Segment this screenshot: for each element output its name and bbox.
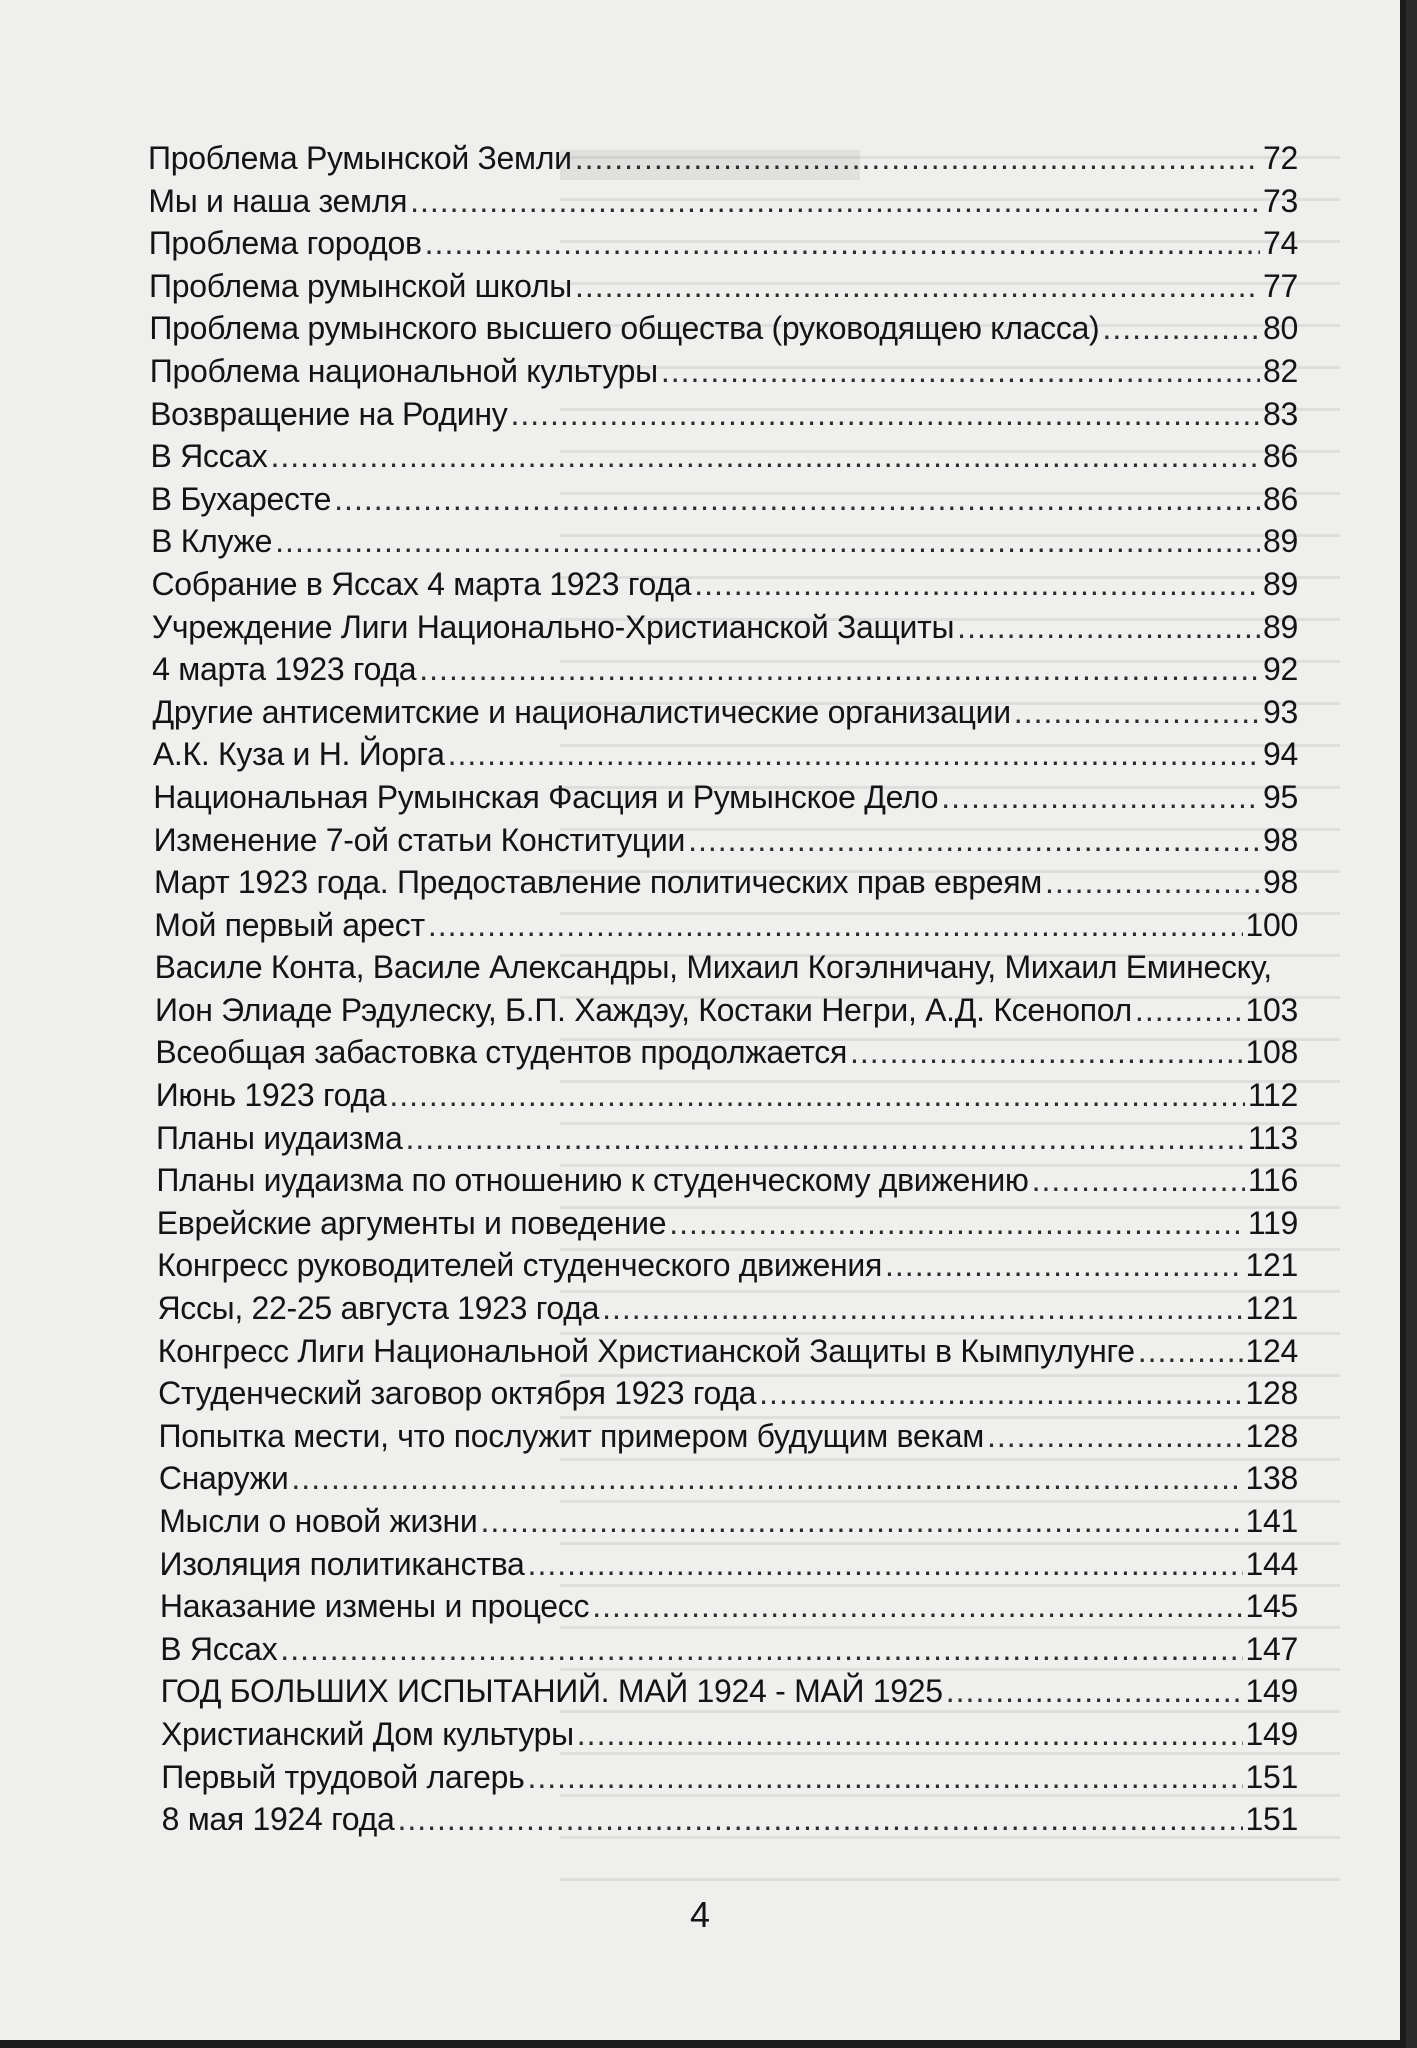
toc-entry-title: Мысли о новой жизни <box>159 1503 478 1539</box>
toc-entry-title: Конгресс руководителей студенческого движения <box>157 1247 883 1284</box>
toc-entry-page-number: 95 <box>1263 778 1298 815</box>
toc-entry-title: Проблема городов <box>148 225 422 262</box>
toc-leader-dots <box>1102 310 1260 347</box>
toc-leader-dots <box>428 907 1243 944</box>
toc-entry-page-number: 93 <box>1263 693 1298 730</box>
toc-entry-title: Планы иудаизма по отношению к студенческому движению <box>156 1162 1029 1199</box>
toc-entry-title: Мы и наша земля <box>148 182 408 219</box>
toc-entry <box>154 864 1298 907</box>
toc-entry-page-number: 98 <box>1263 821 1298 858</box>
toc-entry <box>161 1673 1298 1716</box>
toc-leader-dots <box>528 1546 1243 1583</box>
toc-entry-page-number: 145 <box>1245 1588 1298 1625</box>
toc-entry-title: Проблема национальной культуры <box>149 352 658 389</box>
toc-entry-page-number: 113 <box>1247 1119 1298 1156</box>
toc-entry-page-number: 89 <box>1263 565 1298 602</box>
toc-entry <box>156 1077 1298 1120</box>
toc-leader-dots <box>527 1759 1242 1796</box>
toc-leader-dots <box>510 396 1260 433</box>
toc-entry-page-number: 86 <box>1263 480 1298 517</box>
toc-leader-dots <box>1045 864 1260 901</box>
toc-entry-title: Проблема Румынской Земли <box>148 140 572 176</box>
toc-entry <box>149 310 1298 353</box>
toc-entry-title: Планы иудаизма <box>156 1119 403 1156</box>
toc-entry <box>161 1716 1298 1759</box>
toc-leader-dots <box>1138 1333 1243 1370</box>
toc-leader-dots <box>410 183 1260 220</box>
toc-entry-page-number: 108 <box>1245 1034 1298 1071</box>
toc-entry <box>150 396 1298 439</box>
toc-leader-dots <box>688 822 1260 859</box>
toc-entry <box>154 907 1298 950</box>
toc-leader-dots <box>270 438 1260 475</box>
toc-leader-dots <box>334 481 1260 518</box>
toc-entry <box>158 1375 1298 1418</box>
toc-leader-dots <box>425 225 1260 262</box>
toc-entry-page-number: 119 <box>1247 1204 1298 1241</box>
toc-leader-dots <box>480 1503 1242 1540</box>
toc-entry <box>156 1120 1298 1163</box>
toc-leader-dots <box>850 1034 1243 1071</box>
toc-entry-page-number: 89 <box>1263 608 1298 645</box>
toc-entry-title: Еврейские аргументы и поведение <box>156 1204 667 1241</box>
toc-entry-title: Яссы, 22-25 августа 1923 года <box>157 1290 600 1327</box>
toc-entry-page-number: 103 <box>1245 991 1298 1028</box>
toc-entry <box>160 1631 1298 1674</box>
toc-entry-page-number: 128 <box>1245 1375 1298 1412</box>
toc-leader-dots <box>1032 1162 1245 1199</box>
toc-entry-title: А.К. Куза и Н. Йорга <box>152 736 445 773</box>
toc-entry <box>155 992 1298 1035</box>
toc-entry-title: Студенческий заговор октября 1923 года <box>158 1375 757 1412</box>
toc-entry-title: Наказание измены и процесс <box>159 1588 590 1625</box>
toc-leader-dots <box>275 523 1260 560</box>
toc-entry-title: Попытка мести, что послужит примером будущим векам <box>158 1417 984 1454</box>
toc-entry-title: Март 1923 года. Предоставление политических прав евреям <box>153 864 1042 901</box>
toc-entry-title: Христианский Дом культуры <box>160 1715 574 1752</box>
page-number: 4 <box>689 1894 711 1935</box>
toc-entry-page-number: 124 <box>1245 1332 1298 1369</box>
toc-entry-title: Проблема румынского высшего общества (руководящею класса) <box>149 310 1100 347</box>
toc-entry <box>155 1034 1298 1077</box>
toc-entry <box>151 481 1298 524</box>
toc-entry-page-number: 149 <box>1245 1673 1298 1710</box>
toc-leader-dots <box>575 140 1260 177</box>
toc-entry <box>162 1801 1298 1844</box>
toc-entry <box>149 268 1298 311</box>
toc-entry <box>156 1162 1298 1205</box>
toc-entry <box>159 1418 1299 1461</box>
toc-entry-title: Василе Конта, Василе Александры, Михаил Когэлничану, Михаил Еминеску, <box>154 949 1272 986</box>
toc-entry <box>160 1546 1298 1589</box>
toc-entry <box>148 140 1298 183</box>
toc-leader-dots <box>592 1588 1242 1625</box>
toc-entry-page-number: 77 <box>1263 267 1298 304</box>
toc-entry <box>150 353 1298 396</box>
toc-entry-title: Другие антисемитские и националистические организации <box>152 693 1011 730</box>
toc-leader-dots <box>957 609 1260 646</box>
toc-entry-page-number: 92 <box>1263 651 1298 688</box>
toc-entry-page-number: 149 <box>1245 1715 1298 1752</box>
toc-entry <box>154 822 1298 865</box>
toc-entry-title: 8 мая 1924 года <box>161 1801 395 1838</box>
toc-entry <box>152 609 1298 652</box>
toc-entry-page-number: 138 <box>1245 1460 1298 1497</box>
toc-entry-title: Учреждение Лиги Национально-Христианской Защиты <box>151 608 955 645</box>
toc-entry <box>155 949 1298 992</box>
toc-entry-page-number: 74 <box>1263 225 1298 262</box>
toc-entry <box>151 523 1298 566</box>
toc-entry-page-number: 89 <box>1263 523 1298 560</box>
toc-entry <box>160 1588 1298 1631</box>
toc-entry-title: ГОД БОЛЬШИХ ИСПЫТАНИЙ. МАЙ 1924 - МАЙ 1925 <box>160 1673 943 1710</box>
toc-entry <box>152 566 1299 609</box>
toc-entry <box>148 183 1298 226</box>
toc-leader-dots <box>406 1120 1245 1157</box>
toc-leader-dots <box>669 1205 1245 1242</box>
toc-entry-title: Снаружи <box>158 1460 289 1497</box>
toc-leader-dots <box>661 353 1260 390</box>
toc-entry-page-number: 121 <box>1245 1290 1298 1327</box>
toc-leader-dots <box>577 1716 1243 1753</box>
toc-entry-title: Национальная Румынская Фасция и Румынское Дело <box>153 778 939 815</box>
toc-leader-dots <box>291 1460 1242 1497</box>
toc-leader-dots <box>759 1375 1242 1412</box>
toc-entry-page-number: 151 <box>1245 1758 1298 1795</box>
toc-entry <box>153 736 1298 779</box>
toc-leader-dots <box>885 1247 1242 1284</box>
toc-entry <box>152 651 1298 694</box>
toc-entry-page-number: 147 <box>1245 1630 1298 1667</box>
toc-entry <box>157 1247 1298 1290</box>
toc-entry-title: Изменение 7-ой статьи Конституции <box>153 821 686 858</box>
toc-entry-page-number: 100 <box>1245 906 1298 943</box>
toc-entry-page-number: 112 <box>1247 1077 1298 1114</box>
toc-leader-dots <box>694 566 1260 603</box>
toc-entry-page-number: 144 <box>1245 1545 1298 1582</box>
toc-entry <box>159 1460 1298 1503</box>
toc-entry-title: Возвращение на Родину <box>150 395 508 432</box>
toc-leader-dots <box>575 268 1260 305</box>
toc-entry-page-number: 151 <box>1245 1801 1298 1838</box>
toc-entry <box>153 779 1298 822</box>
toc-leader-dots <box>280 1631 1242 1668</box>
toc-entry <box>149 225 1298 268</box>
toc-entry-page-number: 86 <box>1263 438 1298 475</box>
toc-leader-dots <box>448 736 1260 773</box>
table-of-contents <box>148 140 1298 1844</box>
toc-leader-dots <box>602 1290 1242 1327</box>
toc-leader-dots <box>1135 992 1243 1029</box>
toc-entry-title: В Бухаресте <box>150 480 332 517</box>
toc-entry-page-number: 82 <box>1263 352 1298 389</box>
toc-leader-dots <box>1014 694 1260 731</box>
toc-entry-title: В Клуже <box>151 523 273 560</box>
toc-leader-dots <box>987 1418 1243 1455</box>
toc-entry <box>161 1759 1298 1802</box>
toc-entry-page-number: 80 <box>1263 310 1298 347</box>
toc-entry <box>150 438 1298 481</box>
toc-leader-dots <box>941 779 1260 816</box>
toc-entry-title: Всеобщая забастовка студентов продолжается <box>155 1034 847 1071</box>
toc-entry <box>157 1290 1298 1333</box>
toc-entry-title: Собрание в Яссах 4 марта 1923 года <box>151 565 692 602</box>
toc-entry-page-number: 121 <box>1245 1247 1298 1284</box>
toc-leader-dots <box>389 1077 1245 1114</box>
toc-entry-page-number: 72 <box>1263 140 1298 176</box>
toc-entry-page-number: 73 <box>1263 182 1298 219</box>
toc-entry-title: Проблема румынской школы <box>149 267 572 304</box>
toc-entry-page-number: 116 <box>1247 1162 1298 1199</box>
toc-entry-title: 4 марта 1923 года <box>152 651 417 688</box>
toc-entry-page-number: 94 <box>1263 736 1298 773</box>
toc-entry-page-number: 128 <box>1245 1417 1298 1454</box>
toc-entry <box>153 694 1298 737</box>
toc-entry-title: Первый трудовой лагерь <box>161 1758 525 1795</box>
toc-entry <box>158 1333 1298 1376</box>
toc-leader-dots <box>946 1673 1243 1710</box>
toc-entry-title: Июнь 1923 года <box>155 1077 387 1114</box>
toc-entry-title: Ион Элиаде Рэдулеску, Б.П. Хаждэу, Костаки Негри, А.Д. Ксенопол <box>155 991 1132 1028</box>
toc-entry-title: Мой первый арест <box>154 906 425 943</box>
toc-entry-title: Конгресс Лиги Национальной Христианской Защиты в Кымпулунге <box>157 1332 1135 1369</box>
toc-entry <box>157 1205 1298 1248</box>
toc-entry <box>159 1503 1298 1546</box>
toc-entry-title: Изоляция политиканства <box>159 1545 525 1582</box>
toc-entry-page-number: 98 <box>1263 864 1298 901</box>
toc-entry-page-number: 83 <box>1263 395 1298 432</box>
toc-leader-dots <box>397 1801 1242 1838</box>
toc-entry-page-number: 141 <box>1245 1503 1298 1539</box>
toc-leader-dots <box>419 651 1260 688</box>
toc-entry-title: В Яссах <box>160 1630 278 1667</box>
toc-entry-title: В Яссах <box>150 438 268 475</box>
